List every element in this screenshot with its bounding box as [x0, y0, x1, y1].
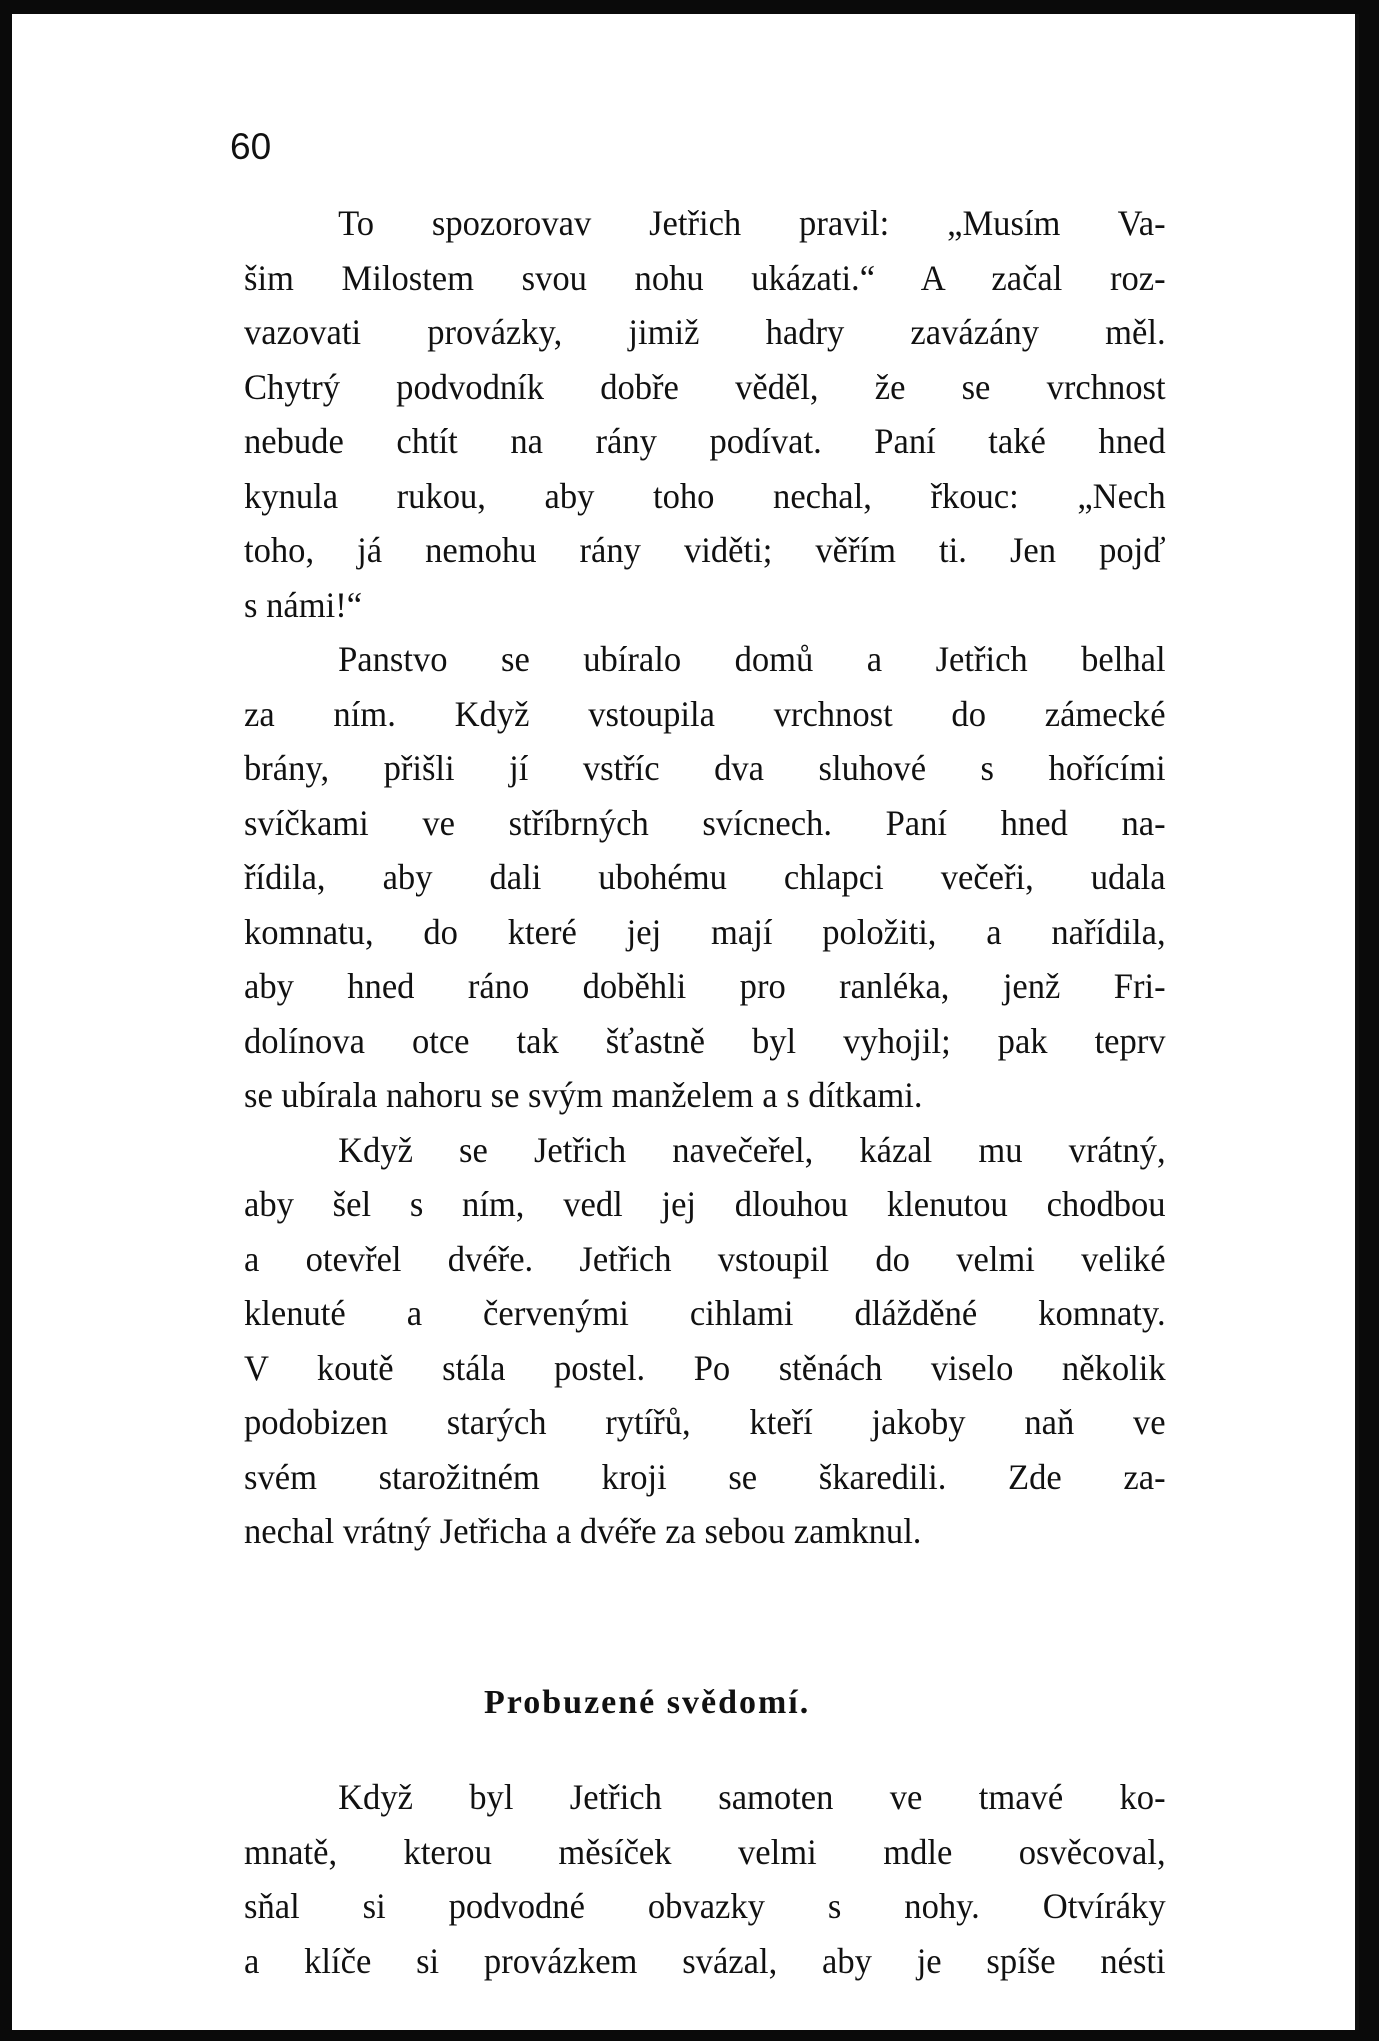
text-line: brány, přišli jí vstříc dva sluhové s hořícími [244, 748, 1166, 788]
text-line: šim Milostem svou nohu ukázati.“ A začal roz- [244, 257, 1166, 298]
text-line: aby šel s ním, vedl jej dlouhou klenutou chodbou [244, 1184, 1166, 1224]
text-line: mnatě, kterou měsíček velmi mdle osvěcoval, [244, 1831, 1166, 1872]
paragraph [244, 1770, 1166, 1988]
text-line: sňal si podvodné obvazky s nohy. Otvíráky [244, 1886, 1166, 1926]
text-line: svém starožitném kroji se škaredili. Zde za- [244, 1456, 1166, 1497]
paragraph [244, 632, 1166, 1123]
paragraph [244, 196, 1166, 632]
text-line: s námi!“ [244, 584, 363, 625]
text-line: kynula rukou, aby toho nechal, řkouc: „Nech [244, 475, 1166, 516]
text-line: Když byl Jetřich samoten ve tmavé ko- [338, 1777, 1166, 1817]
text-line: podobizen starých rytířů, kteří jakoby naň ve [244, 1402, 1166, 1442]
text-line: toho, já nemohu rány viděti; věřím ti. Jen pojď [244, 530, 1166, 570]
text-line: Chytrý podvodník dobře věděl, že se vrchnost [244, 366, 1166, 407]
text-line: a klíče si provázkem svázal, aby je spíše nésti [244, 1940, 1166, 1981]
text-line: vazovati provázky, jimiž hadry zavázány měl. [244, 312, 1166, 352]
page-edge-rule [1355, 14, 1359, 2030]
text-line: řídila, aby dali ubohému chlapci večeři, udala [244, 857, 1166, 897]
text-line: za ním. Když vstoupila vrchnost do zámecké [244, 693, 1166, 734]
text-line: nebude chtít na rány podívat. Paní také hned [244, 421, 1166, 461]
section-heading: Probuzené svědomí. [484, 1684, 811, 1721]
text-line: V koutě stála postel. Po stěnách viselo několik [244, 1347, 1166, 1388]
text-line: klenuté a červenými cihlami dlážděné komnaty. [244, 1293, 1166, 1333]
text-line: Když se Jetřich navečeřel, kázal mu vrátný, [338, 1129, 1166, 1170]
text-line: aby hned ráno doběhli pro ranléka, jenž Fri- [244, 966, 1166, 1006]
body-text-top [244, 196, 1166, 1559]
text-line: dolínova otce tak šťastně byl vyhojil; pak teprv [244, 1020, 1166, 1061]
text-line: Panstvo se ubíralo domů a Jetřich belhal [338, 639, 1166, 679]
page-number: 60 [230, 126, 272, 167]
text-line: nechal vrátný Jetřicha a dvéře za sebou zamknul. [244, 1511, 922, 1551]
text-line: To spozorovav Jetřich pravil: „Musím Va- [338, 203, 1166, 243]
book-page [12, 14, 1359, 2030]
text-line: komnatu, do které jej mají položiti, a nařídila, [244, 911, 1166, 952]
text-line: se ubírala nahoru se svým manželem a s dítkami. [244, 1075, 923, 1115]
text-line: svíčkami ve stříbrných svícnech. Paní hned na- [244, 802, 1166, 843]
paragraph [244, 1123, 1166, 1559]
body-text-bottom [244, 1770, 1166, 1988]
text-line: a otevřel dvéře. Jetřich vstoupil do velmi veliké [244, 1238, 1166, 1279]
